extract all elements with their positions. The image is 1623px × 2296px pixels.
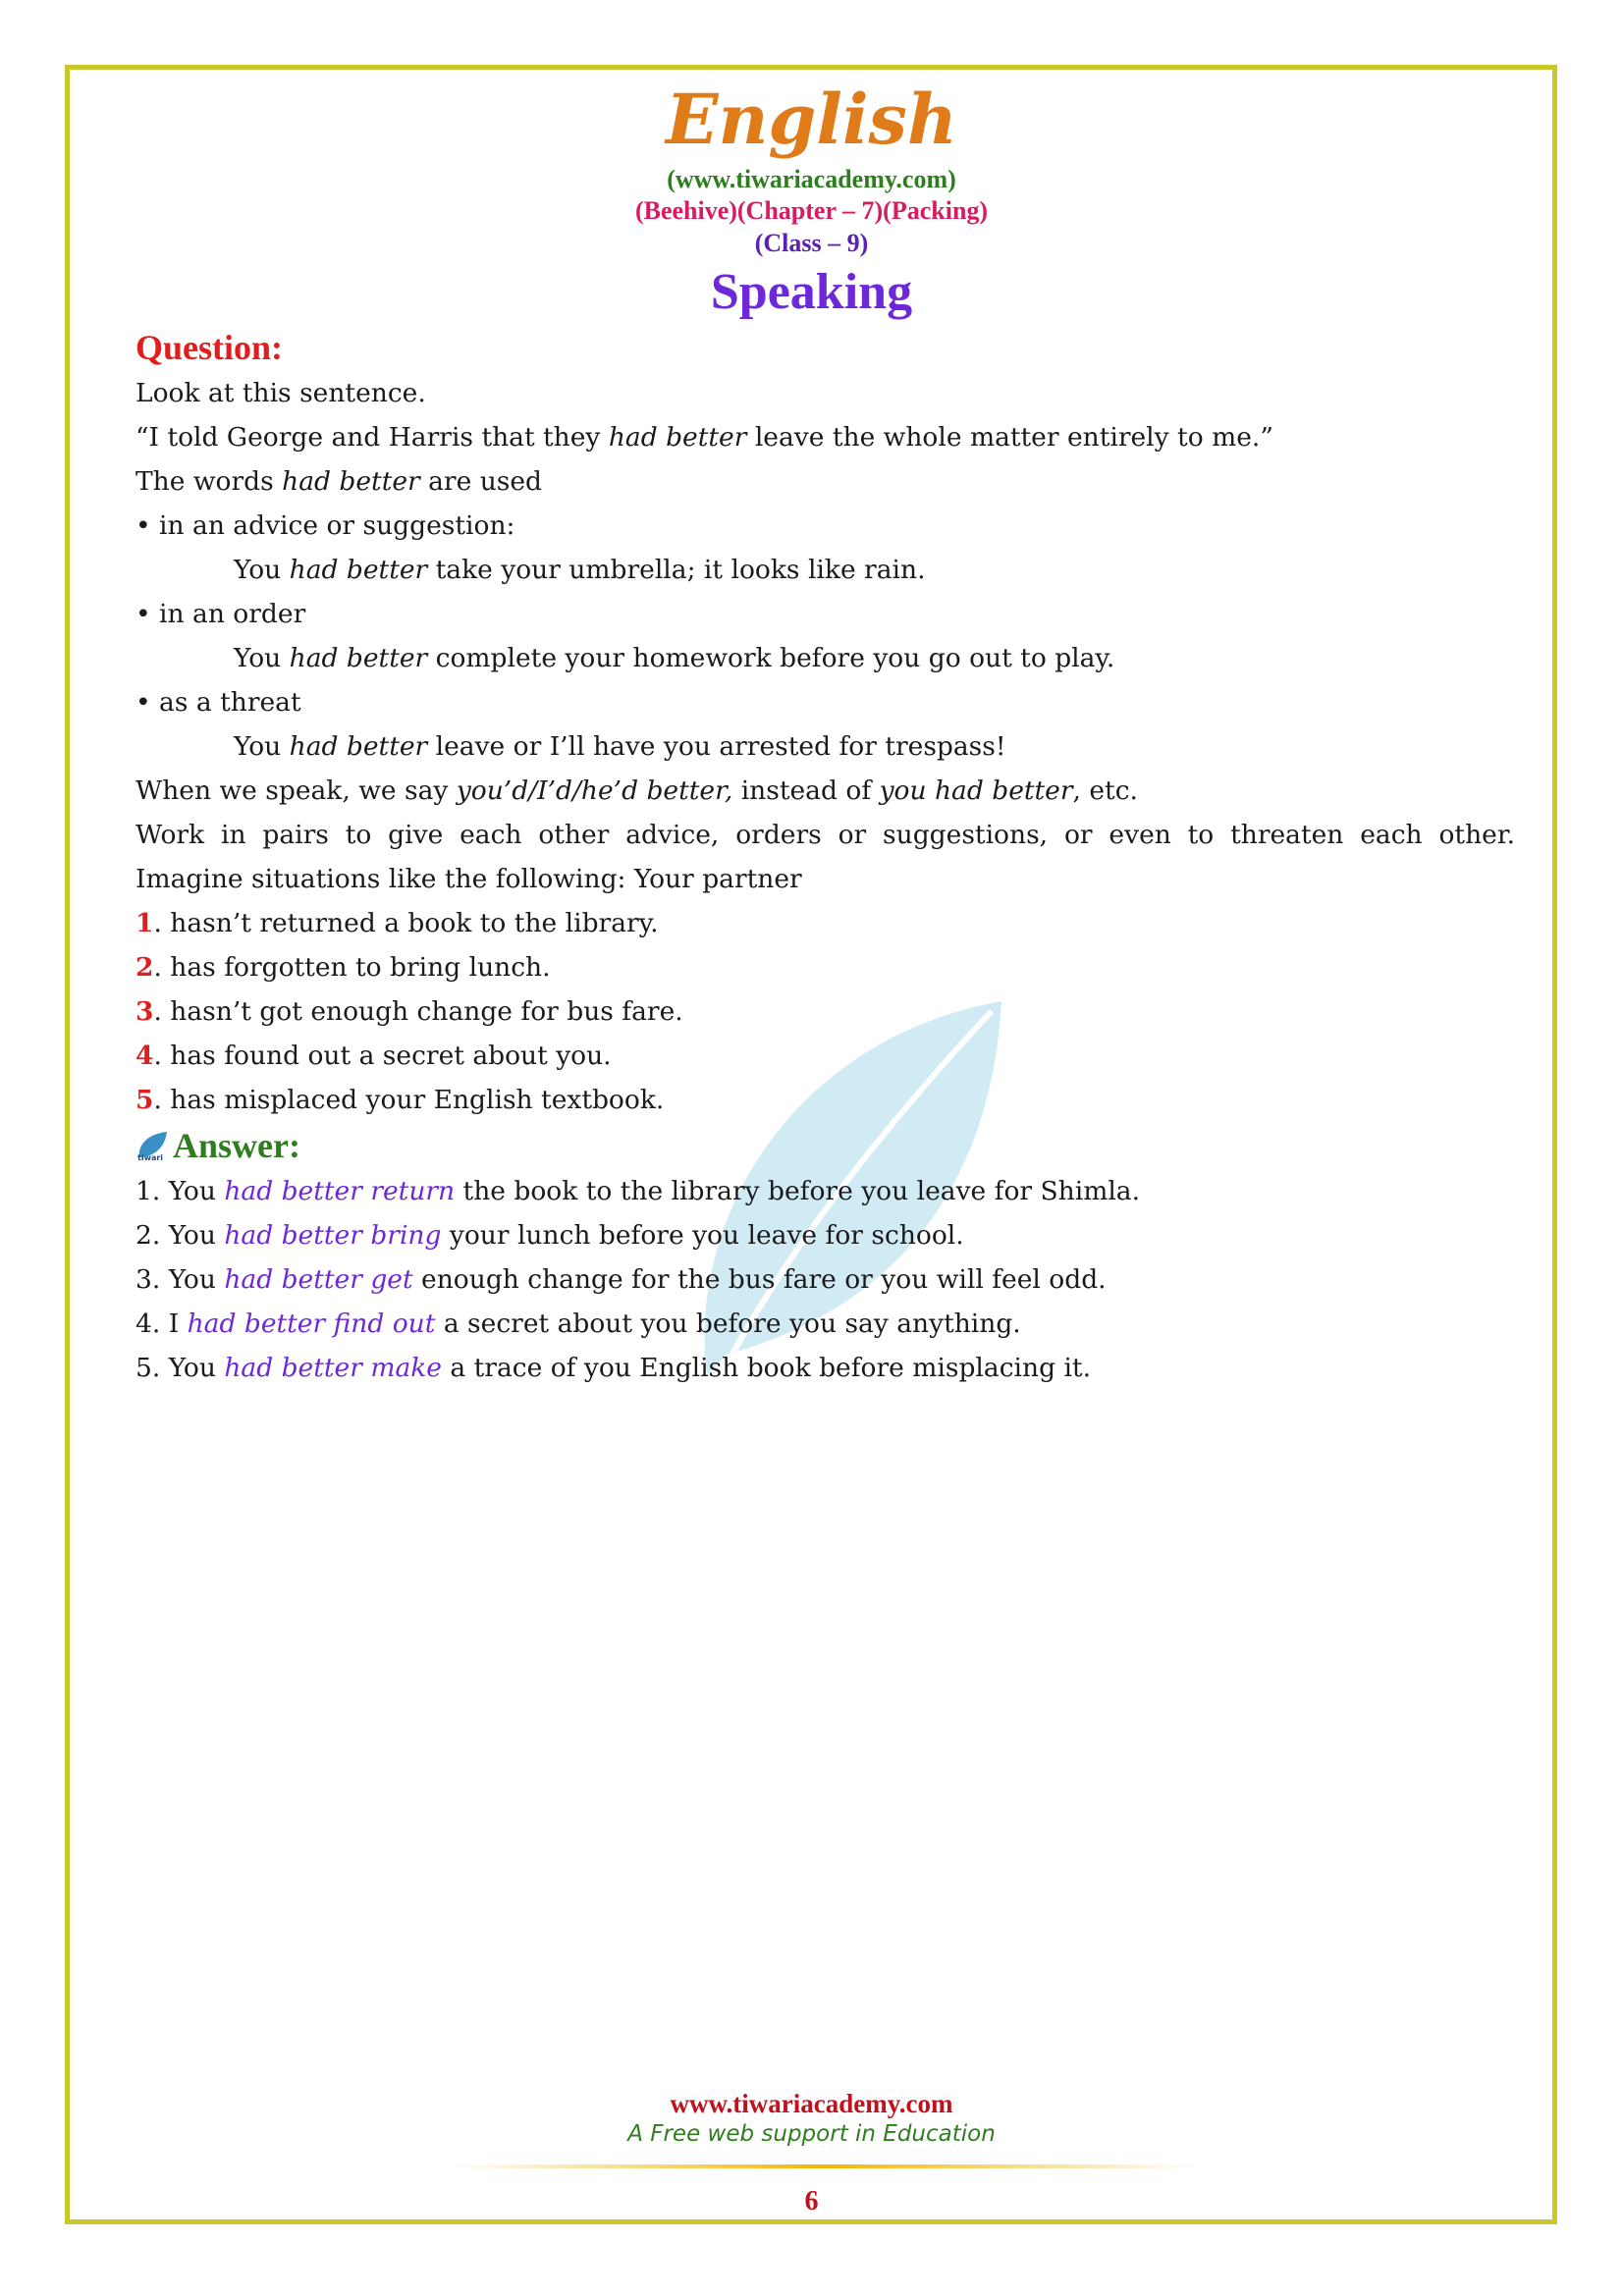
page-number: 6 [804,2186,819,2216]
use-bullet: • in an advice or suggestion: [135,510,515,541]
use-bullet: • as a threat [135,687,301,718]
question-intro: Look at this sentence. [135,378,426,408]
site-url: (www.tiwariacademy.com) [667,165,956,193]
situation-item: 1. hasn’t returned a book to the library. [135,908,659,938]
use-bullet: • in an order [135,599,306,629]
answer-item: 4. I had better find out a secret about you before you say anything. [135,1308,1021,1339]
situation-item: 3. hasn’t got enough change for bus fare. [135,996,683,1027]
situation-item: 4. has found out a secret about you. [135,1041,612,1071]
answer-heading-row [135,1122,1515,1169]
tiwari-logo-icon [135,1130,169,1161]
footer-divider [452,2164,1198,2168]
quote-sentence: “I told George and Harris that they had better leave the whole matter entirely to me.” [135,422,1273,453]
section-title: Speaking [710,264,913,320]
answer-item: 1. You had better return the book to the library before you leave for Shimla. [135,1176,1141,1206]
situation-item: 5. has misplaced your English textbook. [135,1085,665,1115]
work-line: Work in pairs to give each other advice, orders or suggestions, or even to threaten each other. [135,820,1515,850]
question-heading: Question: [135,328,284,367]
answer-heading: Answer: [173,1126,300,1165]
use-example: You had better take your umbrella; it looks like rain. [234,555,926,585]
class-info: (Class – 9) [754,229,869,257]
answer-item: 2. You had better bring your lunch before you leave for school. [135,1220,964,1251]
page-title: English [666,79,957,160]
words-line: The words had better are used [135,466,543,497]
work-line-2: Imagine situations like the following: Your partner [135,864,802,894]
speak-line: When we speak, we say you’d/I’d/he’d better, instead of you had better, etc. [135,775,1138,806]
footer-url[interactable]: www.tiwariacademy.com [670,2089,953,2118]
main-content [135,324,1515,1390]
chapter-info: (Beehive)(Chapter – 7)(Packing) [634,196,989,225]
answer-item: 3. You had better get enough change for the bus fare or you will feel odd. [135,1264,1107,1295]
use-example: You had better leave or I’ll have you arrested for trespass! [234,731,1006,762]
footer-tagline: A Free web support in Education [627,2121,996,2147]
situation-item: 2. has forgotten to bring lunch. [135,952,551,983]
svg-text:tiwari: tiwari [137,1153,164,1161]
answer-item: 5. You had better make a trace of you English book before misplacing it. [135,1353,1092,1383]
use-example: You had better complete your homework before you go out to play. [234,643,1115,673]
